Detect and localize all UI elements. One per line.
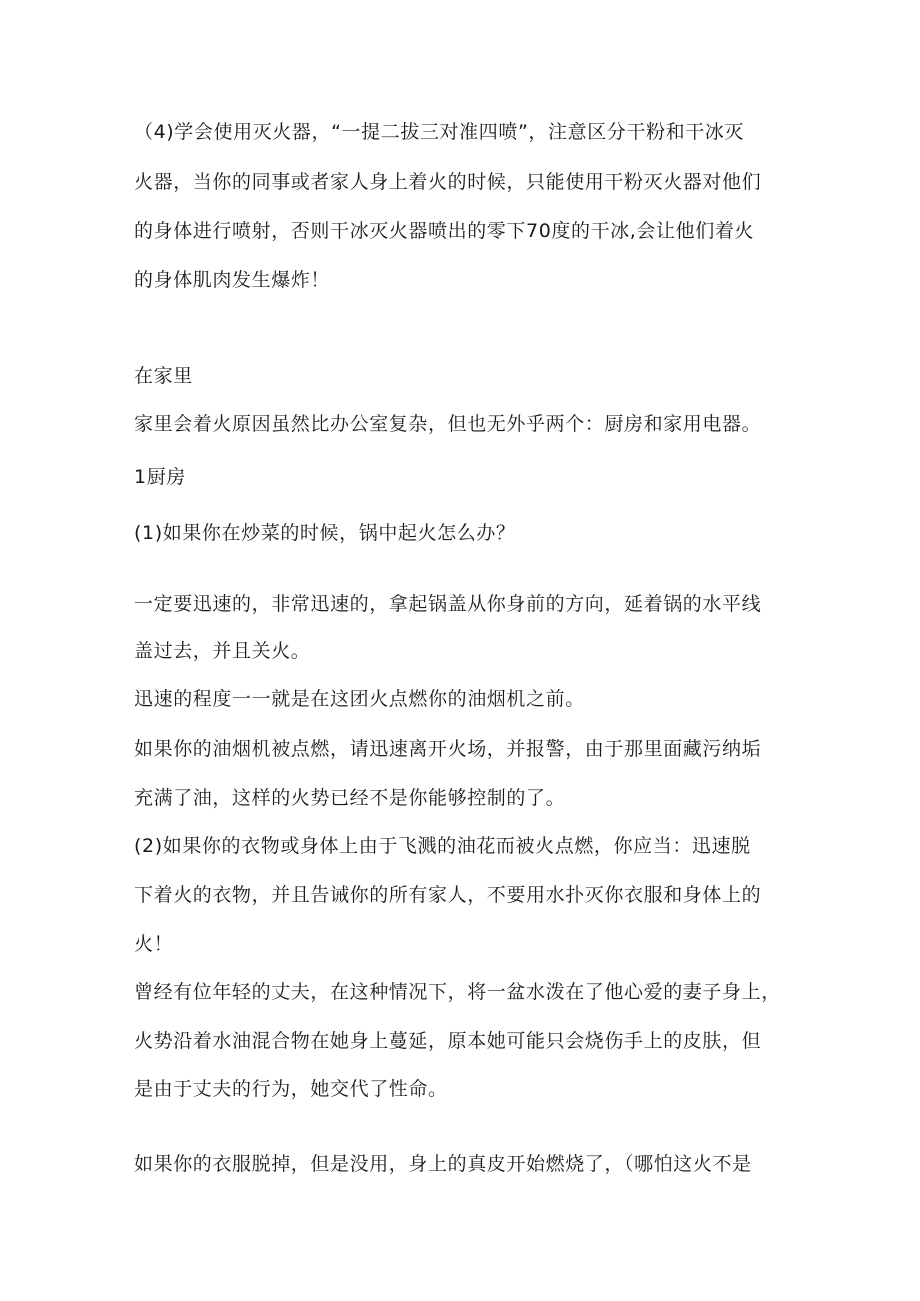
text-line: 火器，当你的同事或者家人身上着火的时候，只能使用干粉灭火器对他们	[134, 171, 762, 193]
subsection-heading: 1厨房	[134, 466, 186, 488]
text-line: 充满了油，这样的火势已经不是你能够控制的了。	[134, 787, 566, 809]
text-line: （4)学会使用灭火器，“一提二拔三对准四喷”，注意区分干粉和干冰灭	[134, 121, 744, 143]
text-line: 家里会着火原因虽然比办公室复杂，但也无外乎两个：厨房和家用电器。	[134, 413, 762, 435]
text-line: 火！	[134, 933, 174, 955]
section-heading: 在家里	[134, 365, 193, 387]
text-line: 盖过去，并且关火。	[134, 640, 311, 662]
text-line: 火势沿着水油混合物在她身上蔓延，原本她可能只会烧伤手上的皮肤，但	[134, 1030, 762, 1052]
text-line: 如果你的油烟机被点燃，请迅速离开火场，并报警，由于那里面藏污纳垢	[134, 738, 762, 760]
text-line: 的身体进行喷射，否则干冰灭火器喷出的零下70度的干冰,会让他们着火	[134, 220, 755, 242]
text-line: 如果你的衣服脱掉，但是没用，身上的真皮开始燃烧了，（哪怕这火不是	[134, 1153, 752, 1175]
text-line: 一定要迅速的，非常迅速的，拿起锅盖从你身前的方向，延着锅的水平线	[134, 593, 762, 615]
text-line: 的身体肌肉发生爆炸！	[134, 269, 331, 291]
text-line: 曾经有位年轻的丈夫，在这种情况下，将一盆水泼在了他心爱的妻子身上，	[134, 981, 781, 1003]
text-line: (1)如果你在炒菜的时候，锅中起火怎么办？	[134, 522, 516, 544]
text-line: 下着火的衣物，并且告诫你的所有家人，不要用水扑灭你衣服和身体上的	[134, 884, 762, 906]
text-line: (2)如果你的衣物或身体上由于飞溅的油花而被火点燃，你应当：迅速脱	[134, 835, 751, 857]
text-line: 迅速的程度一一就是在这团火点燃你的油烟机之前。	[134, 688, 585, 710]
text-line: 是由于丈夫的行为，她交代了性命。	[134, 1078, 448, 1100]
